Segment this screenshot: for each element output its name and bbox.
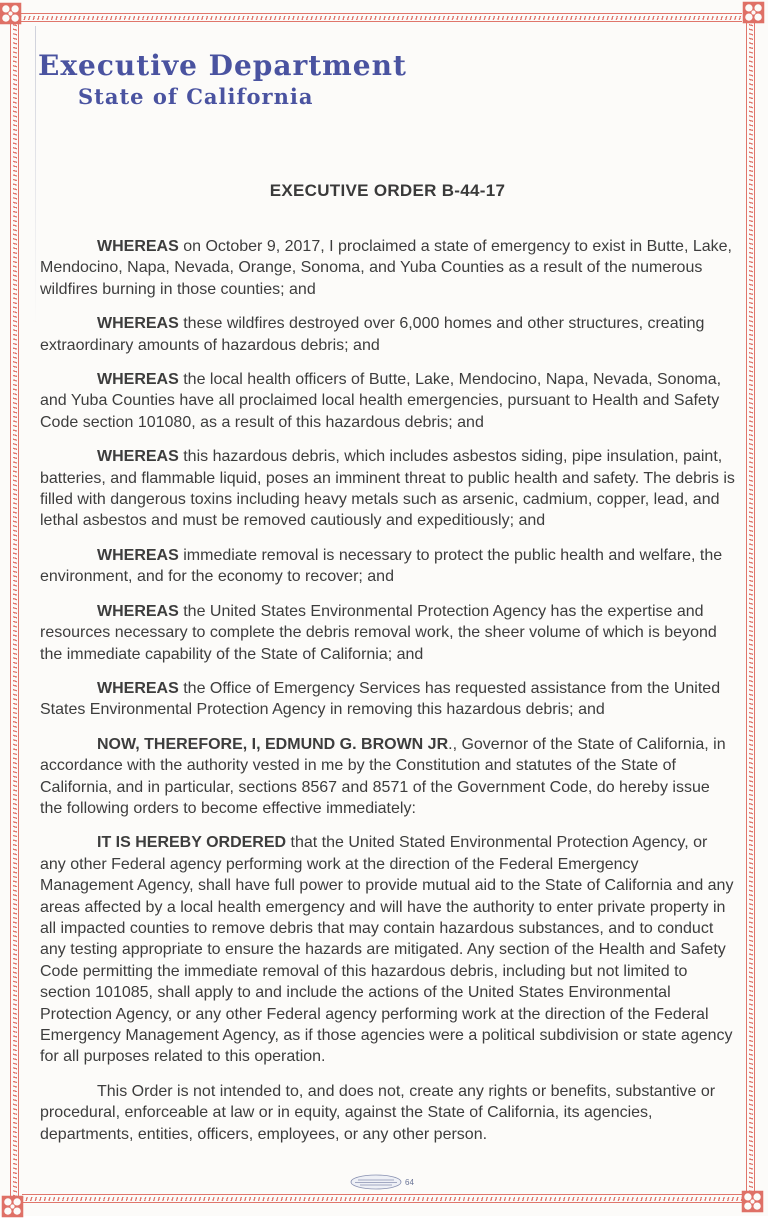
paragraph-body: the local health officers of Butte, Lake, Mendocino, Napa, Nevada, Sonoma, and Yuba Counties have all proclaimed local health emergencies, pursuant to Health and Safety Code section 101080, as a result of this hazardous debris; and	[40, 371, 722, 431]
paragraph-lead: WHEREAS	[97, 371, 179, 389]
printer-union-bug	[350, 1174, 414, 1190]
whereas-paragraph	[40, 678, 735, 721]
union-bug-icon	[350, 1174, 402, 1190]
paragraph-lead: NOW, THEREFORE, I, EDMUND G. BROWN JR	[97, 735, 449, 753]
now-therefore-paragraph	[40, 734, 735, 820]
paragraph-body: the Office of Emergency Services has requested assistance from the United States Environmental Protection Agency in removing this hazardous debris; and	[40, 679, 721, 719]
order-text	[40, 236, 735, 1145]
paragraph-lead: WHEREAS	[97, 546, 179, 564]
letterhead-state-of-california: State of California	[78, 84, 314, 109]
paragraph-body: that the United Stated Environmental Protection Agency, or any other Federal agency performing work at the direction of the Federal Emergency Management Agency, shall have full power to provide mutual aid to the State of California and any areas affected by a local health emergency and will have the authority to enter private property in all impacted counties to remove debris that may contain hazardous substances, and to conduct any testing appropriate to ensure the hazards are mitigated. Any section of the Health and Safety Code permitting the immediate removal of this hazardous debris, including but not limited to section 101085, shall apply to and include the actions of the United States Environmental Protection Agency, or any other Federal agency performing work at the direction of the Federal Emergency Management Agency, as if those agencies were a political subdivision or state agency for all purposes related to this operation.	[40, 834, 734, 1066]
paragraph-lead: WHEREAS	[97, 679, 179, 697]
paragraph-lead: IT IS HEREBY ORDERED	[97, 834, 287, 852]
paragraph-body: immediate removal is necessary to protect the public health and welfare, the environment, and for the economy to recover; and	[40, 546, 723, 586]
paragraph-body: these wildfires destroyed over 6,000 homes and other structures, creating extraordinary amounts of hazardous debris; and	[40, 315, 705, 354]
document-title: EXECUTIVE ORDER B-44-17	[269, 181, 506, 200]
whereas-paragraph	[40, 236, 735, 300]
union-bug-number: 64	[405, 1177, 414, 1187]
disclaimer-paragraph	[40, 1081, 735, 1145]
whereas-paragraph	[40, 369, 735, 433]
whereas-paragraph	[40, 446, 735, 532]
whereas-paragraph	[40, 545, 735, 588]
whereas-paragraph	[40, 313, 735, 356]
paragraph-body: ., Governor of the State of California, in accordance with the authority vested in me by the Constitution and statutes of the State of California, and in particular, sections 8567 and 8571 of the Government Code, do hereby issue the following orders to become effective immediately:	[40, 735, 726, 817]
paragraph-lead: WHEREAS	[97, 448, 179, 466]
paragraph-lead: WHEREAS	[97, 315, 179, 333]
whereas-paragraph	[40, 601, 735, 665]
paragraph-body: on October 9, 2017, I proclaimed a state of emergency to exist in Butte, Lake, Mendocino, Napa, Nevada, Orange, Sonoma, and Yuba Counties as a result of the numerous wildfires burning in those counties; and	[40, 238, 732, 298]
paragraph-body: the United States Environmental Protection Agency has the expertise and resources necessary to complete the debris removal work, the sheer volume of which is beyond the immediate capability of the State of California; and	[40, 602, 717, 663]
paragraph-body: This Order is not intended to, and does not, create any rights or benefits, substantive or procedural, enforceable at law or in equity, against the State of California, its agencies, departments, entities, officers, employees, or any other person.	[40, 1082, 716, 1143]
paragraph-lead: WHEREAS	[97, 602, 179, 620]
paragraph-lead: WHEREAS	[97, 238, 179, 255]
letterhead-executive-department: Executive Department	[38, 49, 407, 82]
letterhead	[40, 50, 735, 109]
paragraph-body: this hazardous debris, which includes asbestos siding, pipe insulation, paint, batteries, and flammable liquid, poses an imminent threat to public health and safety. The debris is filled with dangerous toxins including heavy metals such as arsenic, cadmium, copper, lead, and lethal asbestos and must be removed cautiously and expeditiously; and	[40, 448, 735, 530]
ordered-paragraph	[40, 832, 735, 1067]
